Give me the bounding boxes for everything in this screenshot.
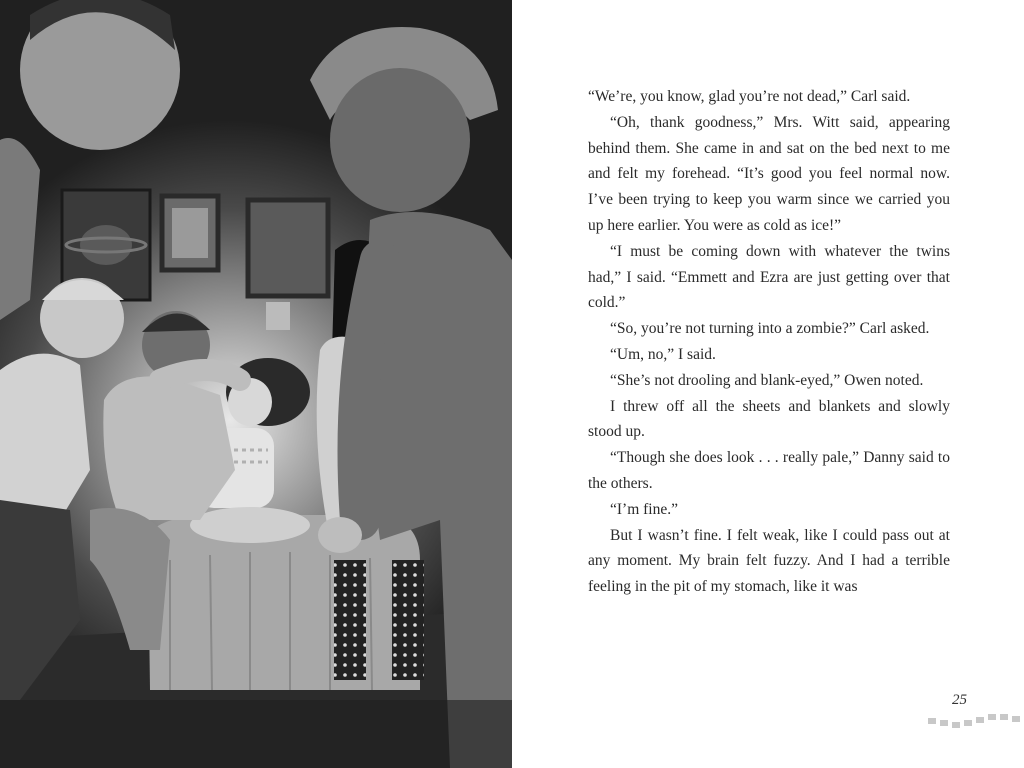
bed — [148, 515, 420, 690]
woman-pajama-right — [392, 560, 424, 680]
woman-pajama-left — [334, 560, 366, 680]
page-decoration-icon — [926, 708, 1024, 732]
right-boy-arm — [358, 260, 381, 520]
right-boy-hand — [318, 517, 362, 553]
large-picture-frame — [248, 200, 328, 296]
paragraph: “Though she does look . . . really pale,” Danny said to the others. — [588, 449, 950, 492]
paragraph: But I wasn’t fine. I felt weak, like I could pass out at any moment. My brain felt fuzzy. And I had a terrible feeling in the pit of my stomach, like it was — [588, 526, 950, 596]
paragraph: “We’re, you know, glad you’re not dead,” Carl said. — [588, 88, 911, 105]
story-text — [588, 84, 950, 600]
paragraph: “So, you’re not turning into a zombie?” Carl asked. — [610, 320, 930, 338]
pillow — [190, 507, 310, 543]
paragraph: “I must be coming down with whatever the twins had,” I said. “Emmett and Ezra are just getting over that cold.” — [588, 242, 950, 312]
paragraph: “Um, no,” I said. — [610, 345, 716, 363]
paragraph: “Oh, thank goodness,” Mrs. Witt said, appearing behind them. She came in and sat on the bed next to me and felt my forehead. “It’s good you feel normal now. I’ve been trying to keep you warm since we carried you up here earlier. You were as cold as ice!” — [588, 113, 950, 234]
right-boy-head — [330, 68, 470, 212]
man-arm — [160, 370, 240, 380]
text-page — [512, 0, 1024, 768]
paragraph: I threw off all the sheets and blankets and slowly stood up. — [588, 397, 950, 441]
page-number: 25 — [952, 692, 967, 708]
paragraph: “I’m fine.” — [610, 500, 678, 518]
paragraph: “She’s not drooling and blank-eyed,” Owen noted. — [610, 371, 924, 389]
small-note — [266, 302, 290, 330]
